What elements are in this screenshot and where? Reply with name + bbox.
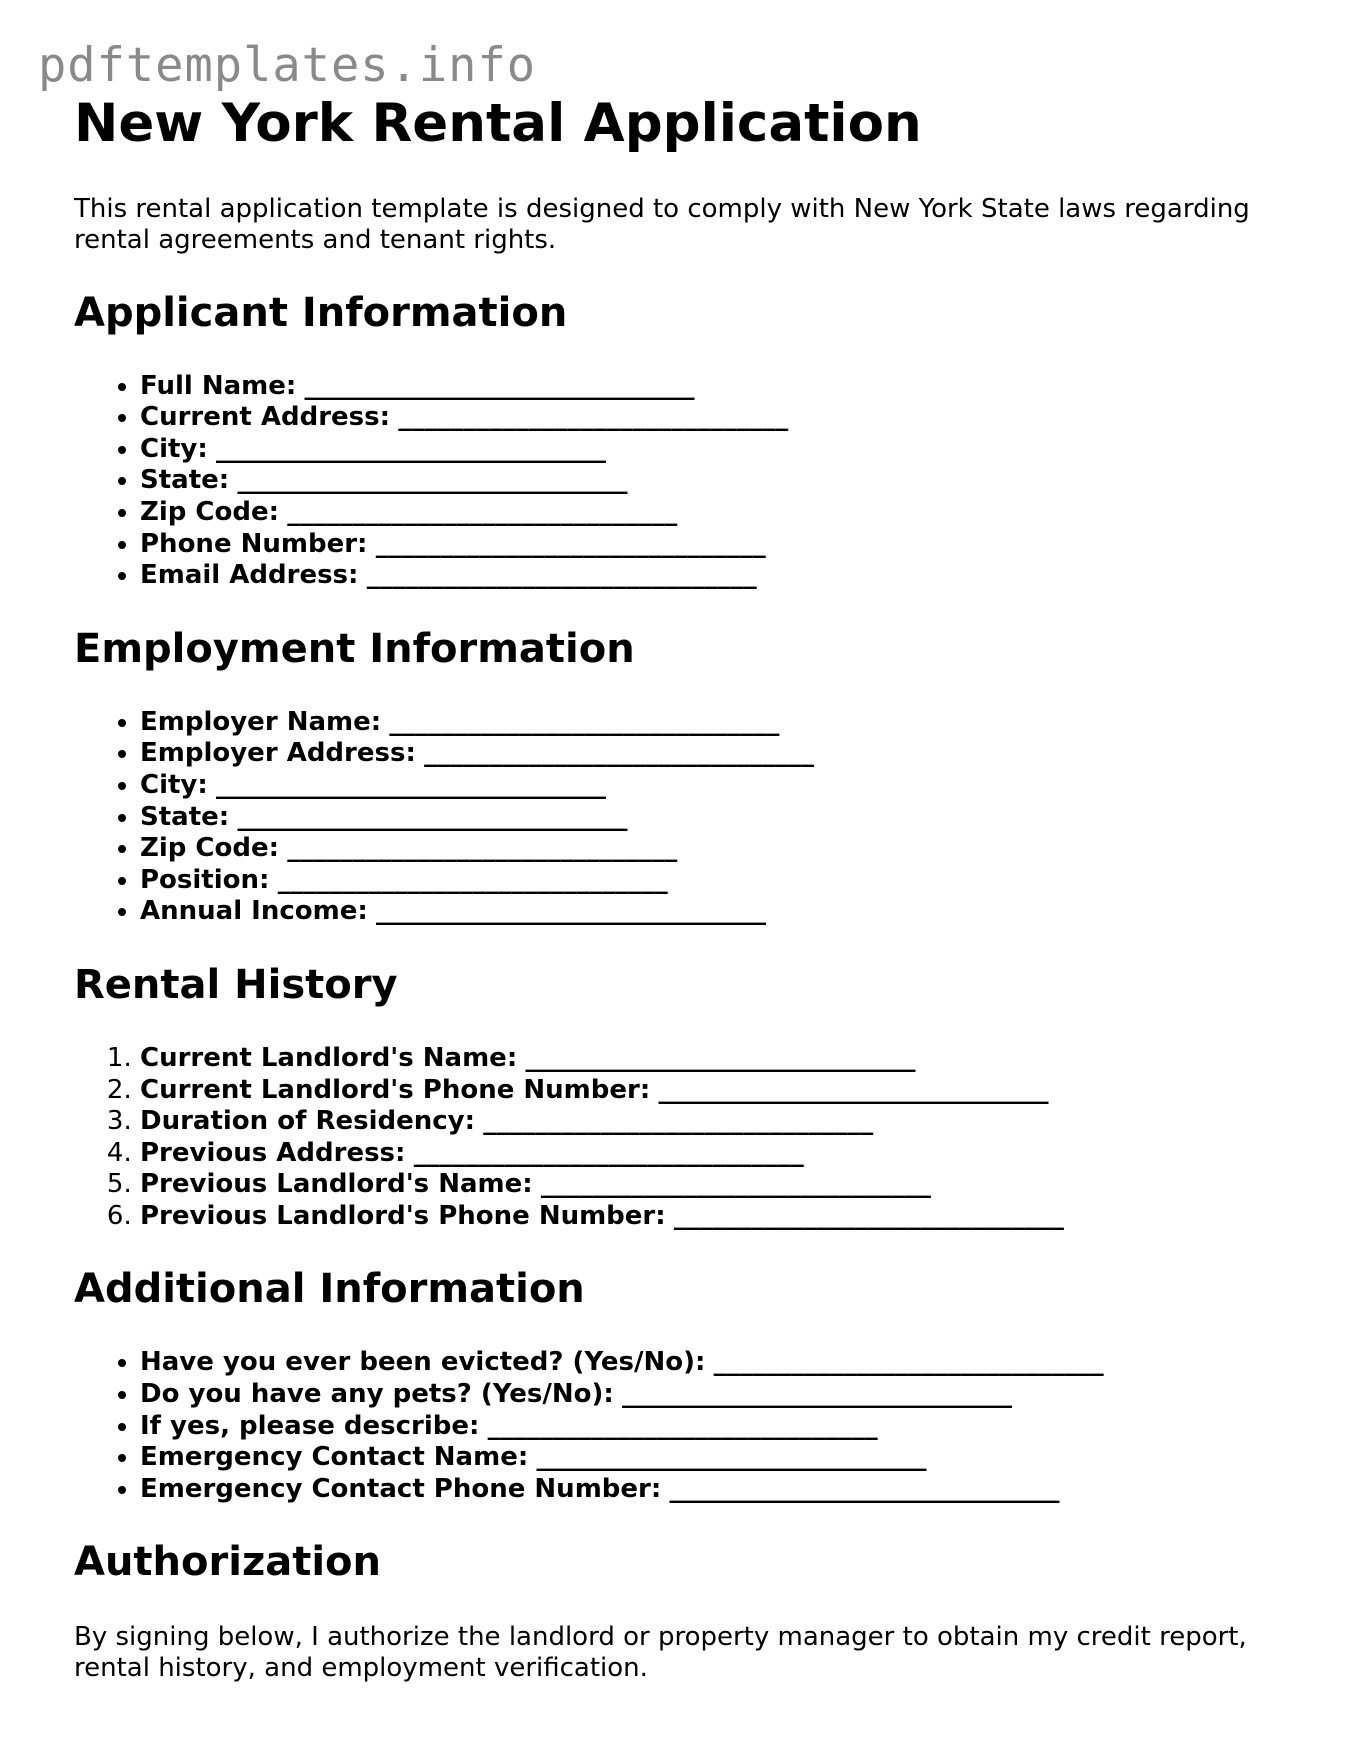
blank-line[interactable]: ______________________________ <box>398 402 789 433</box>
blank-line[interactable]: ______________________________ <box>540 1169 931 1200</box>
employment-field: • Annual Income: ______________________________ <box>140 896 1304 928</box>
applicant-field: • Phone Number: ______________________________ <box>140 529 1304 561</box>
blank-line[interactable]: ______________________________ <box>287 833 678 864</box>
employment-field: • Employer Name: ______________________________ <box>140 707 1304 739</box>
additional-field: • Do you have any pets? (Yes/No): ______________________________ <box>140 1379 1304 1411</box>
section-heading-authorization: Authorization <box>74 1539 382 1586</box>
rental-history-field: 1. Current Landlord's Name: ______________________________ <box>140 1043 1304 1075</box>
blank-line[interactable]: ______________________________ <box>622 1379 1012 1410</box>
blank-line[interactable]: ______________________________ <box>216 769 607 800</box>
employment-field: • Zip Code: ______________________________ <box>140 833 1304 865</box>
additional-field-list <box>74 1347 1304 1505</box>
blank-line[interactable]: ______________________________ <box>713 1347 1104 1378</box>
blank-line[interactable]: ______________________________ <box>376 896 767 927</box>
applicant-field: • Full Name: ______________________________ <box>140 371 1304 403</box>
employment-field: • State: ______________________________ <box>140 802 1304 834</box>
employment-field-list <box>74 707 1304 928</box>
page-title: New York Rental Application <box>74 93 922 154</box>
blank-line[interactable]: ______________________________ <box>237 801 628 832</box>
blank-line[interactable]: ______________________________ <box>424 738 815 769</box>
employment-field: • Position: ______________________________ <box>140 865 1304 897</box>
section-heading-employment: Employment Information <box>74 625 635 672</box>
applicant-field: • Email Address: ______________________________ <box>140 560 1304 592</box>
watermark: pdftemplates.info <box>38 38 537 93</box>
blank-line[interactable]: ______________________________ <box>536 1442 927 1473</box>
blank-line[interactable]: ______________________________ <box>287 496 678 527</box>
rental-history-field: 3. Duration of Residency: ______________________________ <box>140 1106 1304 1138</box>
blank-line[interactable]: ______________________________ <box>483 1106 874 1137</box>
blank-line[interactable]: ______________________________ <box>669 1473 1060 1504</box>
blank-line[interactable]: ______________________________ <box>389 706 780 737</box>
blank-line[interactable]: ______________________________ <box>525 1042 916 1073</box>
employment-field: • Employer Address: ______________________________ <box>140 738 1304 770</box>
additional-field: • If yes, please describe: ______________________________ <box>140 1411 1304 1443</box>
section-heading-applicant: Applicant Information <box>74 289 568 336</box>
blank-line[interactable]: ______________________________ <box>216 433 607 464</box>
blank-line[interactable]: ______________________________ <box>487 1410 878 1441</box>
blank-line[interactable]: ______________________________ <box>673 1200 1064 1231</box>
employment-field: • City: ______________________________ <box>140 770 1304 802</box>
applicant-field-list <box>74 371 1304 592</box>
applicant-field: • Zip Code: ______________________________ <box>140 497 1304 529</box>
additional-field: • Emergency Contact Name: ______________________________ <box>140 1442 1304 1474</box>
additional-field: • Have you ever been evicted? (Yes/No): ______________________________ <box>140 1347 1304 1379</box>
blank-line[interactable]: ______________________________ <box>304 370 695 401</box>
blank-line[interactable]: ______________________________ <box>237 465 628 496</box>
rental-history-field: 2. Current Landlord's Phone Number: ______________________________ <box>140 1075 1304 1107</box>
blank-line[interactable]: ______________________________ <box>658 1074 1049 1105</box>
applicant-field: • City: ______________________________ <box>140 434 1304 466</box>
section-heading-rental-history: Rental History <box>74 961 398 1008</box>
authorization-text: By signing below, I authorize the landlord or property manager to obtain my credit report, rental history, and employment verification. <box>74 1622 1247 1684</box>
blank-line[interactable]: ______________________________ <box>366 560 757 591</box>
rental-history-field-list <box>74 1043 1304 1233</box>
intro-paragraph: This rental application template is designed to comply with New York State laws regarding rental agreements and tenant rights. <box>74 193 1250 255</box>
rental-history-field: 4. Previous Address: ______________________________ <box>140 1138 1304 1170</box>
document-body <box>74 92 1304 1684</box>
blank-line[interactable]: ______________________________ <box>375 528 766 559</box>
rental-history-field: 5. Previous Landlord's Name: ______________________________ <box>140 1169 1304 1201</box>
section-heading-additional: Additional Information <box>74 1266 585 1313</box>
applicant-field: • Current Address: ______________________________ <box>140 402 1304 434</box>
applicant-field: • State: ______________________________ <box>140 465 1304 497</box>
blank-line[interactable]: ______________________________ <box>413 1137 804 1168</box>
additional-field: • Emergency Contact Phone Number: ______________________________ <box>140 1474 1304 1506</box>
blank-line[interactable]: ______________________________ <box>277 864 668 895</box>
rental-history-field: 6. Previous Landlord's Phone Number: ______________________________ <box>140 1201 1304 1233</box>
